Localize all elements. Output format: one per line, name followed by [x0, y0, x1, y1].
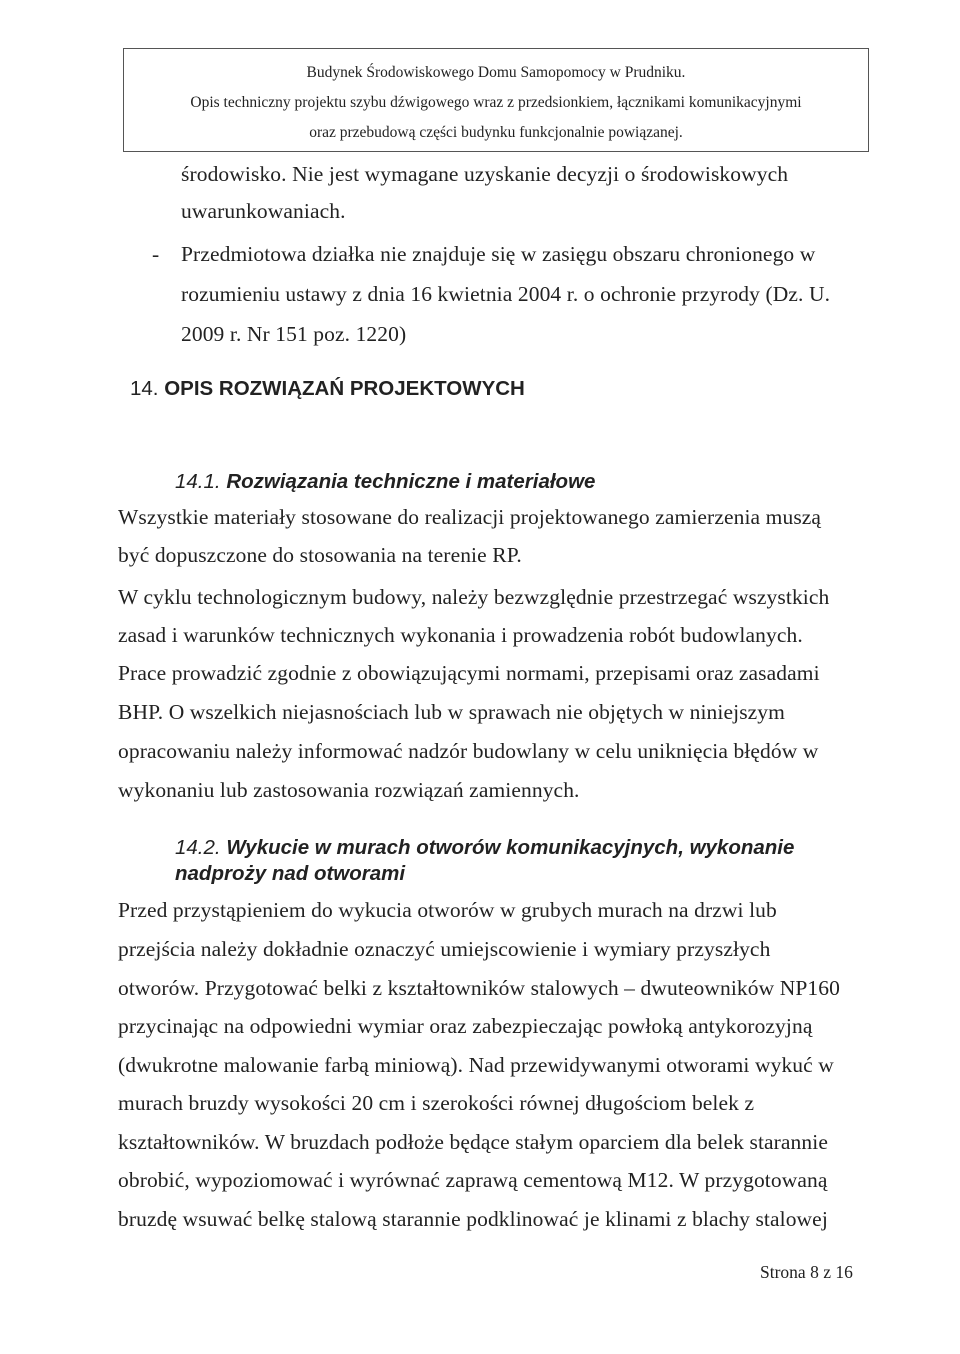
section-14-heading: [130, 377, 525, 401]
bullet-line: 2009 r. Nr 151 poz. 1220): [181, 322, 407, 346]
header-line-2: Opis techniczny projektu szybu dźwigowego wraz z przedsionkiem, łącznikami komunikacyjnymi: [190, 94, 802, 111]
paragraph-line: bruzdę wsuwać belkę stalową starannie podklinować je klinami z blachy stalowej: [118, 1207, 828, 1231]
subsection-number: 14.2.: [175, 836, 221, 859]
paragraph-line: BHP. O wszelkich niejasnościach lub w sprawach nie objętych w niniejszym: [118, 700, 785, 724]
paragraph-line: Przed przystąpieniem do wykucia otworów w grubych murach na drzwi lub: [118, 898, 777, 922]
section-title: OPIS ROZWIĄZAŃ PROJEKTOWYCH: [164, 377, 525, 400]
bullet-line: Przedmiotowa działka nie znajduje się w zasięgu obszaru chronionego w: [181, 242, 816, 266]
header-line-1: Budynek Środowiskowego Domu Samopomocy w Prudniku.: [306, 64, 686, 81]
page-number: Strona 8 z 16: [760, 1262, 853, 1282]
intro-line: uwarunkowaniach.: [181, 199, 346, 223]
section-number: 14.: [130, 377, 159, 400]
paragraph-line: być dopuszczone do stosowania na terenie RP.: [118, 543, 522, 567]
paragraph-line: wykonaniu lub zastosowania rozwiązań zamiennych.: [118, 778, 580, 802]
bullet-line: rozumieniu ustawy z dnia 16 kwietnia 2004 r. o ochronie przyrody (Dz. U.: [181, 282, 831, 306]
paragraph-line: kształtowników. W bruzdach podłoże będące stałym oparciem dla belek starannie: [118, 1130, 828, 1154]
paragraph-line: przejścia należy dokładnie oznaczyć umiejscowienie i wymiary przyszłych: [118, 937, 771, 961]
document-header: [123, 48, 869, 152]
header-line-3: oraz przebudową części budynku funkcjonalnie powiązanej.: [309, 124, 683, 141]
paragraph-line: obrobić, wypoziomować i wyrównać zaprawą cementową M12. W przygotowaną: [118, 1168, 828, 1192]
subsection-number: 14.1.: [175, 470, 221, 493]
subsection-title: Rozwiązania techniczne i materiałowe: [226, 470, 596, 493]
paragraph-line: Wszystkie materiały stosowane do realizacji projektowanego zamierzenia muszą: [118, 505, 822, 529]
subsection-title: Wykucie w murach otworów komunikacyjnych, wykonanie: [226, 836, 795, 859]
intro-line: środowisko. Nie jest wymagane uzyskanie decyzji o środowiskowych: [181, 162, 789, 186]
paragraph-line: W cyklu technologicznym budowy, należy bezwzględnie przestrzegać wszystkich: [118, 585, 830, 609]
paragraph-line: Prace prowadzić zgodnie z obowiązującymi normami, przepisami oraz zasadami: [118, 661, 820, 685]
paragraph-line: murach bruzdy wysokości 20 cm i szerokości równej długościom belek z: [118, 1091, 755, 1115]
bullet-marker: -: [152, 242, 160, 266]
paragraph-line: zasad i warunków technicznych wykonania i prowadzenia robót budowlanych.: [118, 623, 803, 647]
paragraph-line: przycinając na odpowiedni wymiar oraz zabezpieczając powłoką antykorozyjną: [118, 1014, 813, 1038]
section-14-2-heading-cont: [175, 862, 405, 886]
section-14-1-heading: [175, 470, 595, 494]
section-14-2-heading: [175, 836, 794, 860]
paragraph-line: otworów. Przygotować belki z kształtowników stalowych – dwuteowników NP160: [118, 976, 840, 1000]
subsection-title-cont: nadproży nad otworami: [175, 862, 406, 885]
paragraph-line: opracowaniu należy informować nadzór budowlany w celu uniknięcia błędów w: [118, 739, 819, 763]
paragraph-line: (dwukrotne malowanie farbą miniową). Nad przewidywanymi otworami wykuć w: [118, 1053, 834, 1077]
